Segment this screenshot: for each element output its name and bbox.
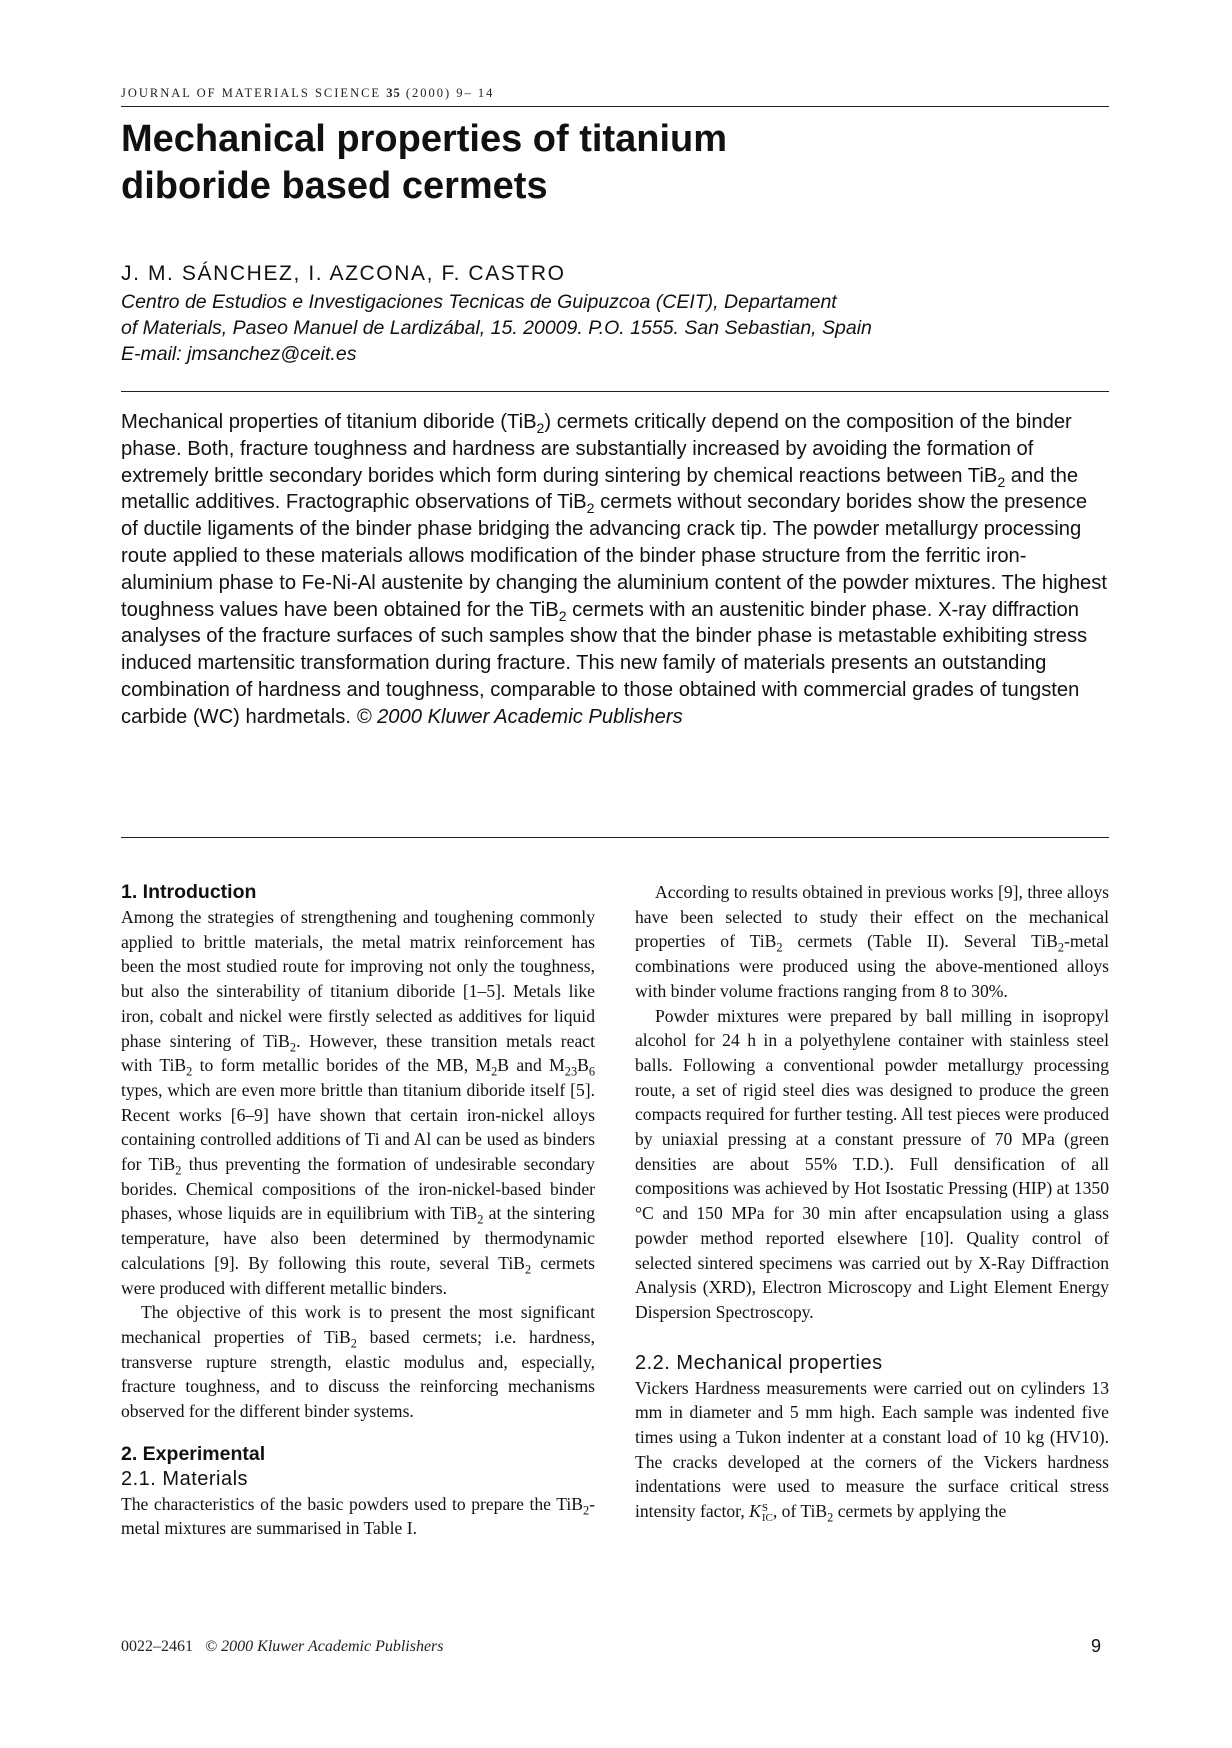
body-text: cermets (Table II). Several TiB bbox=[782, 931, 1058, 952]
body-text: -metal mixtures are summarised in Table I. bbox=[121, 1493, 595, 1539]
footer-issn bbox=[121, 1638, 444, 1656]
mechanical-properties-paragraph bbox=[635, 1376, 1109, 1524]
body-text: types, which are even more brittle than titanium diboride itself [5]. Recent works [6–9] have shown that certain iron-nickel alloys containing controlled additions of Ti and Al can be used as binders for TiB bbox=[121, 1079, 595, 1175]
abstract-text: cermets without secondary borides show the presence of ductile ligaments of the binder phase bridging the advancing crack tip. The powder metallurgy processing route applied to these materials allows modification of the binder phase structure from the ferritic iron-aluminium phase to Fe-Ni-Al austenite by changing the aluminium content of the powder mixtures. The highest toughness values have been obtained for the TiB bbox=[121, 491, 1107, 621]
right-column bbox=[635, 880, 1109, 1524]
materials-paragraph bbox=[121, 1492, 595, 1541]
left-column bbox=[121, 880, 595, 1541]
intro-paragraph-2 bbox=[121, 1300, 595, 1424]
footer-copyright: © 2000 Kluwer Academic Publishers bbox=[205, 1638, 444, 1655]
subscript: 2 bbox=[582, 1503, 590, 1518]
abstract-top-rule bbox=[121, 391, 1109, 392]
title-line-2: diboride based cermets bbox=[121, 165, 548, 207]
subscript: 2 bbox=[827, 1510, 834, 1525]
subscript: 2 bbox=[186, 1064, 193, 1079]
affiliation-email: E-mail: jmsanchez@ceit.es bbox=[121, 343, 357, 365]
header-rule bbox=[121, 106, 1109, 107]
materials-paragraph-2 bbox=[635, 880, 1109, 1004]
title-line-1: Mechanical properties of titanium bbox=[121, 118, 727, 160]
subscript: 2 bbox=[997, 473, 1006, 490]
body-text: The objective of this work is to present the most significant mechanical properties of TiB bbox=[121, 1302, 595, 1347]
body-text: based cermets; i.e. hardness, transverse rupture strength, elastic modulus and, especially, fracture toughness, and to discuss the reinforcing mechanisms observed for the different binder systems. bbox=[121, 1326, 595, 1422]
subscript: 2 bbox=[350, 1336, 357, 1351]
subscript: 2 bbox=[477, 1212, 484, 1227]
body-text: According to results obtained in previous works [9], three alloys have been selected to study their effect on the mechanical properties of TiB bbox=[635, 882, 1109, 952]
subsection-heading-mechanical-properties: 2.2. Mechanical properties bbox=[635, 1351, 883, 1374]
affiliation-line-1: Centro de Estudios e Investigaciones Tecnicas de Guipuzcoa (CEIT), Departament bbox=[121, 291, 837, 313]
body-text: -metal combinations were produced using the above-mentioned alloys with binder volume fractions ranging from 8 to 30%. bbox=[635, 931, 1109, 1001]
subscript: 2 bbox=[586, 500, 595, 517]
materials-paragraph-3: Powder mixtures were prepared by ball milling in isopropyl alcohol for 24 h in a polyethylene container with stainless steel balls. Following a conventional powder metallurgy processing route, a set of rigid steel dies was designed to produce the green compacts required for further testing. All test pieces were produced by uniaxial pressing at a constant pressure of 70 MPa (green densities are about 55% T.D.). Full densification of all compositions was achieved by Hot Isostatic Pressing (HIP) at 1350 °C and 150 MPa for 30 min after encapsulation using a glass powder method reported elsewhere [10]. Quality control of selected sintered specimens was carried out by X-Ray Diffraction Analysis (XRD), Electron Microscopy and Light Element Energy Dispersion Spectroscopy. bbox=[635, 1005, 1109, 1322]
subscript: 2 bbox=[491, 1064, 498, 1079]
subscript: 2 bbox=[776, 940, 783, 955]
abstract-copyright: © 2000 Kluwer Academic Publishers bbox=[356, 705, 683, 728]
subscript: 23 bbox=[564, 1064, 578, 1079]
subscript: 2 bbox=[1057, 940, 1065, 955]
section-heading-experimental: 2. Experimental bbox=[121, 1442, 266, 1465]
abstract-text: ) cermets critically depend on the composition of the binder phase. Both, fracture toughness and hardness are substantially increased by avoiding the formation of extremely brittle secondary borides which form during sintering by chemical reactions between TiB bbox=[121, 411, 1072, 487]
body-text: at the sintering temperature, have also been determined by thermodynamic calculations [9]. By following this route, several TiB bbox=[121, 1203, 595, 1273]
subscript: 2 bbox=[289, 1040, 297, 1055]
journal-volume: 35 bbox=[386, 86, 401, 100]
journal-name: JOURNAL OF MATERIALS SCIENCE bbox=[121, 86, 382, 100]
k-indices bbox=[762, 1503, 773, 1523]
page-number: 9 bbox=[1091, 1636, 1102, 1656]
body-text: The characteristics of the basic powders used to prepare the TiB bbox=[121, 1493, 583, 1514]
subscript: 2 bbox=[536, 420, 545, 437]
abstract-text: and the metallic additives. Fractographic observations of TiB bbox=[121, 464, 1079, 514]
body-text: . However, these transition metals react with TiB bbox=[121, 1030, 595, 1076]
subscript: 2 bbox=[175, 1163, 182, 1178]
subsection-heading-materials: 2.1. Materials bbox=[121, 1467, 249, 1490]
superscript: S bbox=[761, 1502, 768, 1515]
authors: J. M. SÁNCHEZ, I. AZCONA, F. CASTRO bbox=[121, 262, 566, 285]
body-text: to form metallic borides of the MB, M bbox=[192, 1055, 492, 1076]
issn-number: 0022–2461 bbox=[121, 1638, 193, 1655]
abstract bbox=[121, 409, 1109, 731]
abstract-text: Mechanical properties of titanium diboride (TiB bbox=[121, 411, 537, 433]
section-heading-introduction: 1. Introduction bbox=[121, 881, 257, 903]
body-text: Vickers Hardness measurements were carried out on cylinders 13 mm in diameter and 5 mm high. Each sample was indented five times using a Tukon indenter at a constant load of 10 kg (HV10). The cracks developed at the corners of the Vickers hardness indentations were used to measure the surface critical stress intensity factor, bbox=[635, 1377, 1109, 1522]
paper-title bbox=[121, 116, 1021, 210]
intro-paragraph-1 bbox=[121, 905, 595, 1300]
affiliation-line-2: of Materials, Paseo Manuel de Lardizábal, 15. 20009. P.O. 1555. San Sebastian, Spain bbox=[121, 317, 872, 339]
body-text: cermets were produced with different metallic binders. bbox=[121, 1252, 595, 1298]
body-text: thus preventing the formation of undesirable secondary borides. Chemical compositions of the iron-nickel-based binder phases, whose liquids are in equilibrium with TiB bbox=[121, 1154, 595, 1224]
body-text: B bbox=[577, 1055, 589, 1076]
body-text: B and M bbox=[497, 1055, 565, 1076]
subscript: IC bbox=[761, 1512, 773, 1525]
body-text: , of TiB bbox=[772, 1501, 828, 1522]
journal-header bbox=[121, 86, 494, 101]
subscript: 6 bbox=[588, 1064, 595, 1079]
body-text: Among the strategies of strengthening and toughening commonly applied to brittle materials, the metal matrix reinforcement has been the most studied route for improving not only the toughness, but also the sinterability of titanium diboride [1–5]. Metals like iron, cobalt and nickel were firstly selected as additives for liquid phase sintering of TiB bbox=[121, 907, 595, 1051]
abstract-bottom-rule bbox=[121, 837, 1109, 838]
journal-issue: (2000) 9– 14 bbox=[405, 86, 495, 100]
k-symbol: K bbox=[749, 1501, 761, 1522]
subscript: 2 bbox=[558, 607, 567, 624]
subscript: 2 bbox=[525, 1262, 532, 1277]
body-text: cermets by applying the bbox=[833, 1501, 1007, 1522]
affiliation bbox=[121, 289, 1081, 367]
abstract-text: cermets with an austenitic binder phase. X-ray diffraction analyses of the fracture surfaces of such samples show that the binder phase is metastable exhibiting stress induced martensitic transformation during fracture. This new family of materials presents an outstanding combination of hardness and toughness, comparable to those obtained with commercial grades of tungsten carbide (WC) hardmetals. bbox=[121, 598, 1088, 728]
